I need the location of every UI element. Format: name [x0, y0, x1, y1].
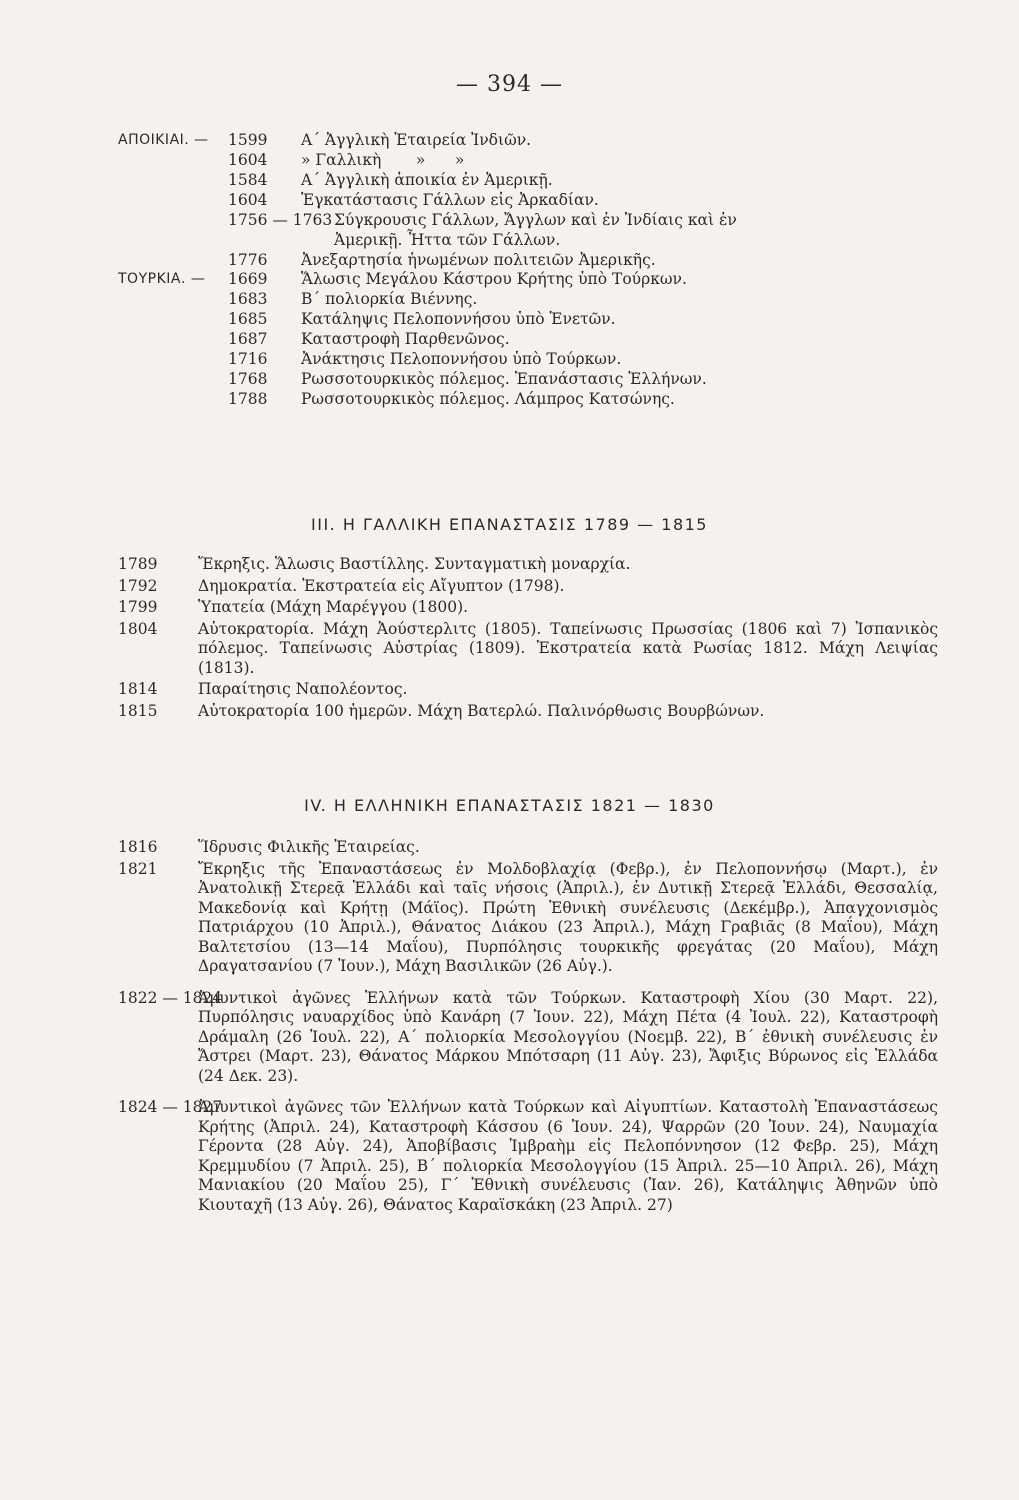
- french-revolution-chronology: [118, 555, 938, 723]
- turkey-row: [118, 289, 998, 309]
- row-text: Ἅλωσις Μεγάλου Κάστρου Κρήτης ὑπὸ Τούρκων.: [301, 270, 687, 288]
- chronology-entry: [118, 838, 938, 858]
- entry-year: 1824 — 1827: [118, 1098, 223, 1116]
- entry-text: Ἔκρηξις. Ἅλωσις Βαστίλλης. Συνταγματικὴ μοναρχία.: [198, 555, 631, 573]
- row-text: » Γαλλικὴ » »: [301, 151, 465, 169]
- row-year: 1756 — 1763: [228, 211, 333, 229]
- colonies-row: [118, 130, 998, 150]
- row-text: Ρωσσοτουρκικὸς πόλεμος. Ἐπανάστασις Ἑλλήνων.: [301, 370, 707, 388]
- row-year: 1776: [228, 251, 268, 269]
- chronology-entry: [118, 598, 938, 618]
- chronology-entry: [118, 860, 938, 977]
- entry-text: Ἵδρυσις Φιλικῆς Ἑταιρείας.: [198, 838, 420, 856]
- chronology-entry: [118, 680, 938, 700]
- row-text: Σύγκρουσις Γάλλων, Ἄγγλων καὶ ἐν Ἰνδίαις καὶ ἐν: [334, 211, 737, 229]
- colonies-row: [118, 170, 998, 190]
- row-text: Ἀμερικῇ. Ἧττα τῶν Γάλλων.: [334, 231, 561, 249]
- row-text: Κατάληψις Πελοποννήσου ὑπὸ Ἑνετῶν.: [301, 310, 616, 328]
- row-year: 1599: [228, 131, 268, 149]
- colonies-row: [118, 250, 998, 270]
- chronology-entry: [118, 989, 938, 1087]
- row-year: 1788: [228, 390, 268, 408]
- entry-year: 1789: [118, 555, 158, 573]
- entry-text: Ἀμυντικοὶ ἀγῶνες Ἑλλήνων κατὰ τῶν Τούρκων. Καταστροφὴ Χίου (30 Μαρτ. 22), Πυρπόλησις ναυαρχίδος ὑπὸ Κανάρη (7 Ἰουν. 22), Μάχη Πέτα (4 Ἰουλ. 22), Καταστροφὴ Δράμαλη (26 Ἰουλ. 22), Α΄ πολιορκία Μεσολογγίου (Νοεμβ. 22), Β΄ ἐθνικὴ συνέλευσις ἐν Ἄστρει (Μαρτ. 23), Θάνατος Μάρκου Μπότσαρη (11 Αὐγ. 23), Ἄφιξις Βύρωνος εἰς Ἑλλάδα (24 Δεκ. 23).: [198, 988, 938, 1085]
- section-heading-french-revolution: III. Η ΓΑΛΛΙΚΗ ΕΠΑΝΑΣΤΑΣΙΣ 1789 — 1815: [311, 515, 708, 534]
- row-year: 1584: [228, 171, 268, 189]
- entry-text: Ὑπατεία (Μάχη Μαρέγγου (1800).: [198, 598, 469, 616]
- entry-year: 1814: [118, 680, 158, 698]
- chronology-entry: [118, 577, 938, 597]
- greek-revolution-chronology: [118, 838, 938, 1217]
- colonies-row: [118, 150, 998, 170]
- chronology-entry: [118, 620, 938, 679]
- turkey-row: [118, 329, 998, 349]
- entry-year: 1816: [118, 838, 158, 856]
- entry-text: Ἀμυντικοὶ ἀγῶνες τῶν Ἑλλήνων κατὰ Τούρκων καὶ Αἰγυπτίων. Καταστολὴ Ἐπαναστάσεως Κρήτης (Ἀπριλ. 24), Καταστροφὴ Κάσσου (6 Ἰουν. 24), Ψαρρῶν (20 Ἰουν. 24), Ναυμαχία Γέροντα (28 Αὐγ. 24), Ἀποβίβασις Ἰμβραὴμ εἰς Πελοπόννησον (12 Φεβρ. 25), Μάχη Κρεμμυδίου (7 Ἀπριλ. 25), Β΄ πολιορκία Μεσολογγίου (15 Ἀπριλ. 25—10 Ἀπριλ. 26), Μάχη Μανιακίου (20 Μαΐου 25), Γ΄ Ἐθνικὴ συνέλευσις (Ἰαν. 26), Κατάληψις Ἀθηνῶν ὑπὸ Κιουταχῆ (13 Αὐγ. 26), Θάνατος Καραϊσκάκη (23 Ἀπριλ. 27): [198, 1098, 938, 1214]
- row-year: 1669: [228, 270, 268, 288]
- turkey-row: [118, 309, 998, 329]
- colonies-label: ΑΠΟΙΚΙΑΙ. —: [118, 132, 209, 148]
- entry-year: 1804: [118, 619, 158, 638]
- entry-text: Αὐτοκρατορία. Μάχη Ἀούστερλιτς (1805). Ταπείνωσις Πρωσσίας (1806 καὶ 7) Ἰσπανικὸς πόλεμος. Ταπείνωσις Αὐστρίας (1809). Ἐκστρατεία κατὰ Ρωσίας 1812. Μάχη Λειψίας (1813).: [198, 619, 938, 677]
- row-year: 1685: [228, 310, 268, 328]
- turkey-row: [118, 389, 998, 409]
- colonies-section: [118, 130, 998, 270]
- entry-year: 1821: [118, 859, 158, 878]
- chronology-entry: [118, 702, 938, 722]
- row-year: 1604: [228, 191, 268, 209]
- turkey-label: ΤΟΥΡΚΙΑ. —: [118, 271, 206, 287]
- turkey-row: [118, 349, 998, 369]
- chronology-entry: [118, 555, 938, 575]
- entry-text: Ἔκρηξις τῆς Ἐπαναστάσεως ἐν Μολδοβλαχίᾳ (Φεβρ.), ἐν Πελοποννήσῳ (Μαρτ.), ἐν Ἀνατολικῇ Στερεᾷ Ἑλλάδι καὶ ταῖς νήσοις (Ἀπριλ.), ἐν Δυτικῇ Στερεᾷ Ἑλλάδι, Θεσσαλίᾳ, Μακεδονίᾳ καὶ Κρήτῃ (Μάϊος). Πρώτη Ἐθνικὴ συνέλευσις (Δεκέμβρ.), Ἀπαγχονισμὸς Πατριάρχου (10 Ἀπριλ.), Θάνατος Διάκου (23 Ἀπριλ.), Μάχη Γραβιᾶς (8 Μαΐου), Μάχη Βαλτετσίου (13—14 Μαΐου), Πυρπόλησις τουρκικῆς φρεγάτας (20 Μαΐου), Μάχη Δραγατσανίου (7 Ἰουν.), Μάχη Βασιλικῶν (26 Αὐγ.).: [198, 859, 938, 975]
- row-text: Α΄ Ἀγγλικὴ ἀποικία ἐν Ἀμερικῇ.: [301, 171, 553, 189]
- row-year: 1768: [228, 370, 268, 388]
- entry-year: 1799: [118, 598, 158, 616]
- entry-text: Δημοκρατία. Ἐκστρατεία εἰς Αἴγυπτον (1798).: [198, 576, 565, 595]
- row-year: 1716: [228, 350, 268, 368]
- section-heading-greek-revolution: IV. Η ΕΛΛΗΝΙΚΗ ΕΠΑΝΑΣΤΑΣΙΣ 1821 — 1830: [304, 796, 715, 815]
- row-year: 1683: [228, 290, 268, 308]
- colonies-row: [118, 190, 998, 210]
- page-number: — 394 —: [456, 72, 563, 97]
- turkey-section: [118, 269, 998, 409]
- entry-year: 1792: [118, 576, 158, 595]
- row-text: Ἐγκατάστασις Γάλλων εἰς Ἀρκαδίαν.: [301, 191, 599, 209]
- entry-text: Αὐτοκρατορία 100 ἡμερῶν. Μάχη Βατερλώ. Παλινόρθωσις Βουρβώνων.: [198, 701, 765, 720]
- row-text: Ἀνάκτησις Πελοποννήσου ὑπὸ Τούρκων.: [301, 350, 622, 368]
- row-year: 1604: [228, 151, 268, 169]
- row-text: Ἀνεξαρτησία ἡνωμένων πολιτειῶν Ἀμερικῆς.: [301, 251, 656, 269]
- row-text: Β΄ πολιορκία Βιέννης.: [301, 290, 478, 308]
- entry-text: Παραίτησις Ναπολέοντος.: [198, 680, 408, 698]
- entry-year: 1815: [118, 701, 158, 720]
- row-year: 1687: [228, 330, 268, 348]
- row-text: Καταστροφὴ Παρθενῶνος.: [301, 330, 510, 348]
- row-text: Ρωσσοτουρκικὸς πόλεμος. Λάμπρος Κατσώνης.: [301, 390, 675, 408]
- row-text: Α΄ Ἀγγλικὴ Ἑταιρεία Ἰνδιῶν.: [301, 131, 532, 149]
- chronology-entry: [118, 1098, 938, 1215]
- colonies-row: [118, 230, 998, 250]
- entry-year: 1822 — 1824: [118, 988, 223, 1007]
- colonies-row: [118, 210, 998, 230]
- turkey-row: [118, 269, 998, 289]
- turkey-row: [118, 369, 998, 389]
